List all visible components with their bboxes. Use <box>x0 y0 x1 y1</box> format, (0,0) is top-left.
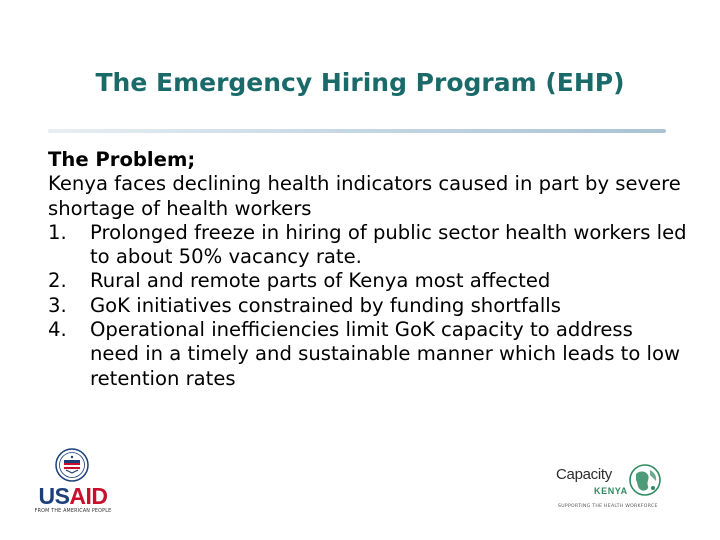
list-item-text: Rural and remote parts of Kenya most affected <box>90 269 551 293</box>
list-item-number: 3. <box>48 293 67 317</box>
title-divider <box>48 129 666 133</box>
usaid-logo <box>28 448 118 520</box>
list-item-text: Prolonged freeze in hiring of public sector health workers led to about 50% vacancy rate. <box>90 220 687 269</box>
capacity-kenya-logo <box>556 462 686 520</box>
list-item-text: GoK initiatives constrained by funding shortfalls <box>90 293 561 317</box>
usaid-seal-icon <box>55 448 89 482</box>
list-item <box>48 318 688 391</box>
list-item <box>48 221 688 270</box>
list-item <box>48 294 688 318</box>
usaid-tagline: FROM THE AMERICAN PEOPLE <box>34 509 112 514</box>
capacity-tagline: SUPPORTING THE HEALTH WORKFORCE <box>558 504 658 509</box>
problem-list <box>48 221 688 391</box>
slide-title: The Emergency Hiring Program (EHP) <box>95 68 625 97</box>
problem-heading: The Problem; <box>48 148 196 171</box>
list-item-number: 4. <box>48 318 67 342</box>
globe-icon <box>628 462 662 498</box>
capacity-wordmark: Capacity <box>556 466 612 483</box>
problem-intro: Kenya faces declining health indicators caused in part by severe shortage of health workers <box>48 172 681 220</box>
capacity-kenya-text: KENYA <box>594 486 628 496</box>
usaid-wordmark: USAID <box>38 483 108 509</box>
list-item <box>48 269 688 293</box>
slide-body <box>48 148 688 391</box>
list-item-number: 1. <box>48 220 67 244</box>
list-item-text: Operational inefficiencies limit GoK capacity to address need in a timely and sustainable manner which leads to low retention rates <box>90 318 681 390</box>
list-item-number: 2. <box>48 269 67 293</box>
